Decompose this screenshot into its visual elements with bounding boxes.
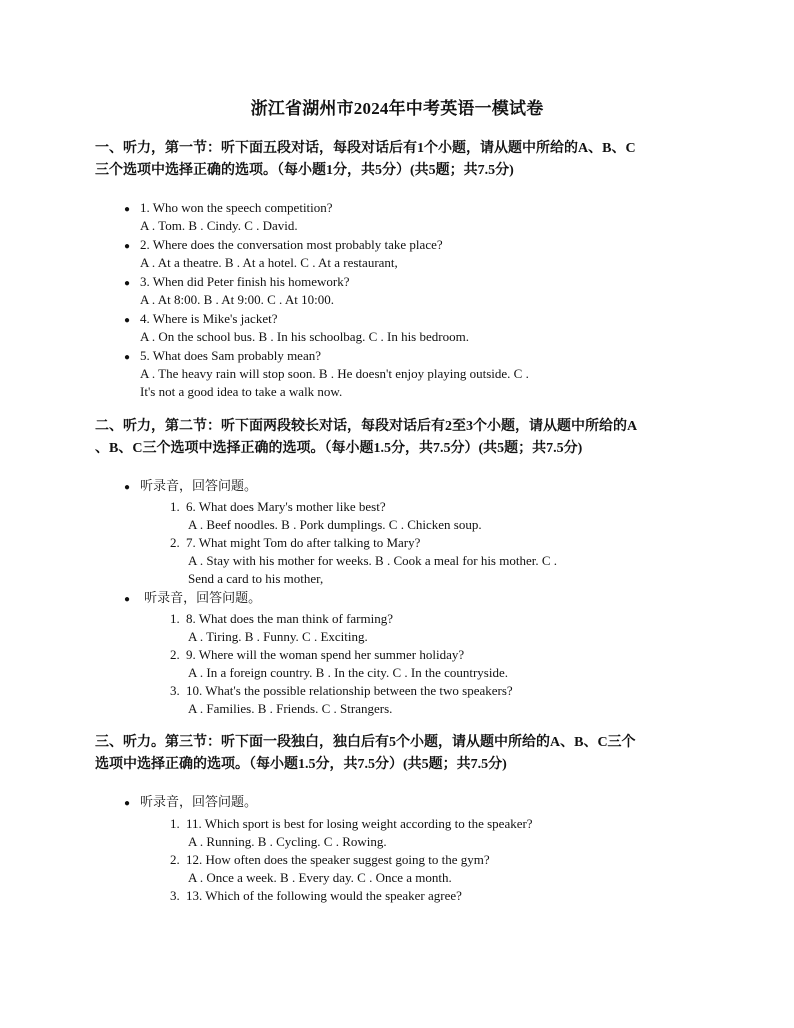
page-title: 浙江省湖州市2024年中考英语一模试卷 xyxy=(250,99,544,118)
bullet-icon: ● xyxy=(124,278,131,289)
bullet-icon: ● xyxy=(124,594,131,605)
listening-group-1: ● 听录音，回答问题。 xyxy=(124,478,257,497)
question-8-options: A . Tiring. B . Funny. C . Exciting. xyxy=(188,629,368,644)
bullet-icon: ● xyxy=(124,241,131,252)
question-11-options: A . Running. B . Cycling. C . Rowing. xyxy=(188,834,387,849)
section-2-heading-line1: 二、听力，第二节：听下面两段较长对话，每段对话后有2至3个小题，请从题中所给的A xyxy=(95,419,638,434)
question-5-options-cont: It's not a good idea to take a walk now. xyxy=(140,384,343,399)
question-4: ● 4. Where is Mike's jacket? xyxy=(124,310,277,330)
bullet-icon: ● xyxy=(124,798,131,809)
listening-group-3: ● 听录音，回答问题。 xyxy=(124,794,257,813)
question-3-options: A . At 8:00. B . At 9:00. C . At 10:00. xyxy=(140,292,334,307)
section-3-heading-line1: 三、听力。第三节：听下面一段独白，独白后有5个小题，请从题中所给的A、B、C三个 xyxy=(95,735,636,750)
question-1: ● 1. Who won the speech competition? xyxy=(124,199,333,219)
question-1-options: A . Tom. B . Cindy. C . David. xyxy=(140,218,298,233)
question-11: 1. 11. Which sport is best for losing weight according to the speaker? xyxy=(170,816,533,831)
section-3-heading-line2: 选项中选择正确的选项。（每小题1.5分，共7.5分）(共5题；共7.5分) xyxy=(95,757,507,772)
question-9-options: A . In a foreign country. B . In the city. C . In the countryside. xyxy=(188,665,508,680)
section-1-heading-line1: 一、听力，第一节：听下面五段对话，每段对话后有1个小题，请从题中所给的A、B、C xyxy=(95,141,636,156)
question-5: ● 5. What does Sam probably mean? xyxy=(124,347,321,367)
question-5-options: A . The heavy rain will stop soon. B . He doesn't enjoy playing outside. C . xyxy=(140,366,529,381)
section-2-heading xyxy=(95,416,707,460)
bullet-icon: ● xyxy=(124,204,131,215)
question-7-options: A . Stay with his mother for weeks. B . Cook a meal for his mother. C . xyxy=(188,553,558,568)
question-6-options: A . Beef noodles. B . Pork dumplings. C . Chicken soup. xyxy=(188,517,482,532)
question-9: 2. 9. Where will the woman spend her summer holiday? xyxy=(170,647,465,662)
question-8: 1. 8. What does the man think of farming? xyxy=(170,611,393,626)
question-3: ● 3. When did Peter finish his homework? xyxy=(124,273,350,293)
question-2: ● 2. Where does the conversation most probably take place? xyxy=(124,236,443,256)
question-10-options: A . Families. B . Friends. C . Strangers. xyxy=(188,701,393,716)
question-6: 1. 6. What does Mary's mother like best? xyxy=(170,499,386,514)
question-7: 2. 7. What might Tom do after talking to Mary? xyxy=(170,535,421,550)
bullet-icon: ● xyxy=(124,482,131,493)
question-7-options-cont: Send a card to his mother, xyxy=(188,571,324,586)
question-10: 3. 10. What's the possible relationship between the two speakers? xyxy=(170,683,513,698)
bullet-icon: ● xyxy=(124,352,131,363)
question-13: 3. 13. Which of the following would the speaker agree? xyxy=(170,888,462,903)
question-2-options: A . At a theatre. B . At a hotel. C . At a restaurant, xyxy=(140,255,398,270)
section-3-heading xyxy=(95,732,707,776)
listening-group-2: ● 听录音，回答问题。 xyxy=(124,590,261,609)
section-1-heading-line2: 三个选项中选择正确的选项。（每小题1分，共5分）(共5题；共7.5分) xyxy=(95,163,514,178)
section-2-heading-line2: 、B、C三个选项中选择正确的选项。（每小题1.5分，共7.5分）(共5题；共7.5分) xyxy=(95,441,583,456)
question-12: 2. 12. How often does the speaker suggest going to the gym? xyxy=(170,852,490,867)
question-12-options: A . Once a week. B . Every day. C . Once a month. xyxy=(188,870,452,885)
section-1-heading xyxy=(95,138,707,182)
question-4-options: A . On the school bus. B . In his schoolbag. C . In his bedroom. xyxy=(140,329,469,344)
bullet-icon: ● xyxy=(124,315,131,326)
